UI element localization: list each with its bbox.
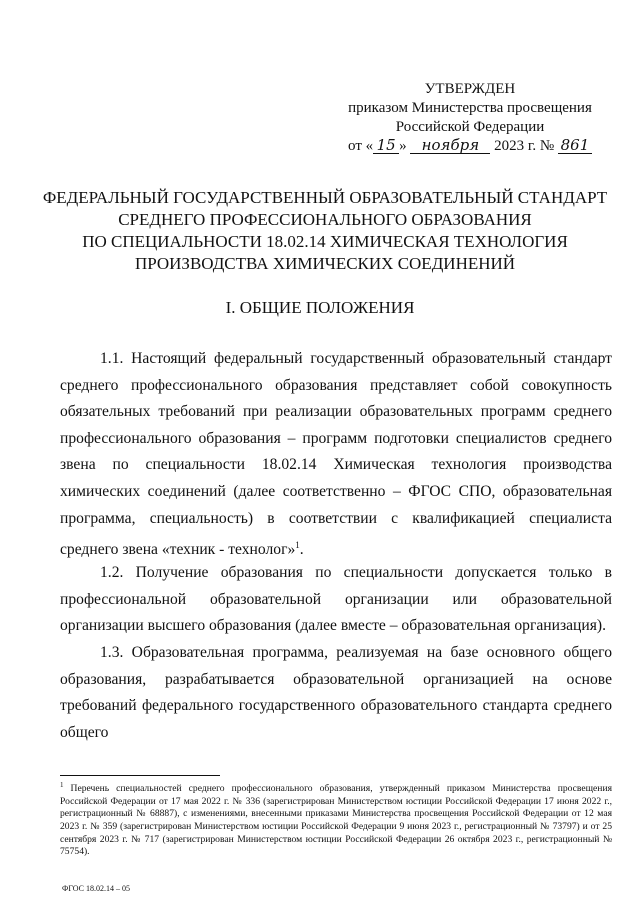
- footnote-divider: [60, 775, 220, 776]
- page-footer-code: ФГОС 18.02.14 – 05: [62, 884, 130, 893]
- title-line-4: ПРОИЗВОДСТВА ХИМИЧЕСКИХ СОЕДИНЕНИЙ: [134, 254, 516, 273]
- paragraph-1-3: [60, 640, 612, 746]
- title-line-2: СРЕДНЕГО ПРОФЕССИОНАЛЬНОГО ОБРАЗОВАНИЯ: [118, 210, 532, 229]
- paragraph-1-1-end: .: [299, 541, 304, 559]
- date-quote: »: [399, 138, 407, 154]
- approval-country-line: Российской Федерации: [395, 119, 545, 135]
- paragraph-1-2: [60, 560, 612, 640]
- footnote: [60, 779, 612, 859]
- paragraph-1-1: [60, 346, 612, 564]
- date-year: 2023 г. №: [494, 138, 555, 154]
- document-title: [40, 187, 610, 275]
- approval-order-line: приказом Министерства просвещения: [348, 100, 592, 116]
- footnote-text: Перечень специальностей среднего профессионального образования, утвержденный приказом Министерства просвещения Российской Федерации от 17 мая 2022 г. № 336 (зарегистрирован Министерством юстиции Российской Федерации 17 июня 2022 г., регистрационный № 68887), с изменениями, внесенными приказами Министерства просвещения Российской Федерации от 12 мая 2023 г. № 359 (зарегистрирован Министерством юстиции Российской Федерации 9 июня 2023 г., регистрационный № 73797) и от 25 сентября 2023 г. № 717 (зарегистрирован Министерством юстиции Российской Федерации 26 октября 2023 г., регистрационный № 75754).: [60, 783, 612, 858]
- date-day: 15: [373, 137, 399, 154]
- approval-block: [330, 80, 610, 156]
- approval-title: УТВЕРЖДЕН: [424, 81, 516, 97]
- title-line-3: ПО СПЕЦИАЛЬНОСТИ 18.02.14 ХИМИЧЕСКАЯ ТЕХНОЛОГИЯ: [82, 232, 568, 251]
- footnote-mark: 1: [60, 781, 64, 789]
- section-heading: I. ОБЩИЕ ПОЛОЖЕНИЯ: [225, 298, 415, 317]
- paragraph-1-1-text: 1.1. Настоящий федеральный государственный образовательный стандарт среднего профессионального образования представляет собой совокупность обязательных требований при реализации образовательных программ среднего профессионального образования – программ подготовки специалистов среднего звена по специальности 18.02.14 Химическая технология производства химических соединений (далее соответственно – ФГОС СПО, образовательная программа, специальность) в соответствии с квалификацией специалиста среднего звена «техник - технолог»: [60, 350, 612, 559]
- paragraph-1-3-text: 1.3. Образовательная программа, реализуемая на базе основного общего образования, разрабатывается образовательной организацией на основе требований федерального государственного образовательного стандарта среднего общего: [60, 644, 612, 741]
- title-line-1: ФЕДЕРАЛЬНЫЙ ГОСУДАРСТВЕННЫЙ ОБРАЗОВАТЕЛЬНЫЙ СТАНДАРТ: [42, 188, 608, 207]
- order-number: 861: [558, 137, 592, 154]
- date-prefix: от «: [348, 138, 374, 154]
- date-month: ноября: [410, 137, 490, 154]
- footnote-ref[interactable]: 1: [295, 540, 300, 551]
- paragraph-1-2-text: 1.2. Получение образования по специальности допускается только в профессиональной образовательной организации или образовательной организации высшего образования (далее вместе – образовательная организация).: [60, 564, 612, 635]
- approval-date-line: [330, 137, 610, 156]
